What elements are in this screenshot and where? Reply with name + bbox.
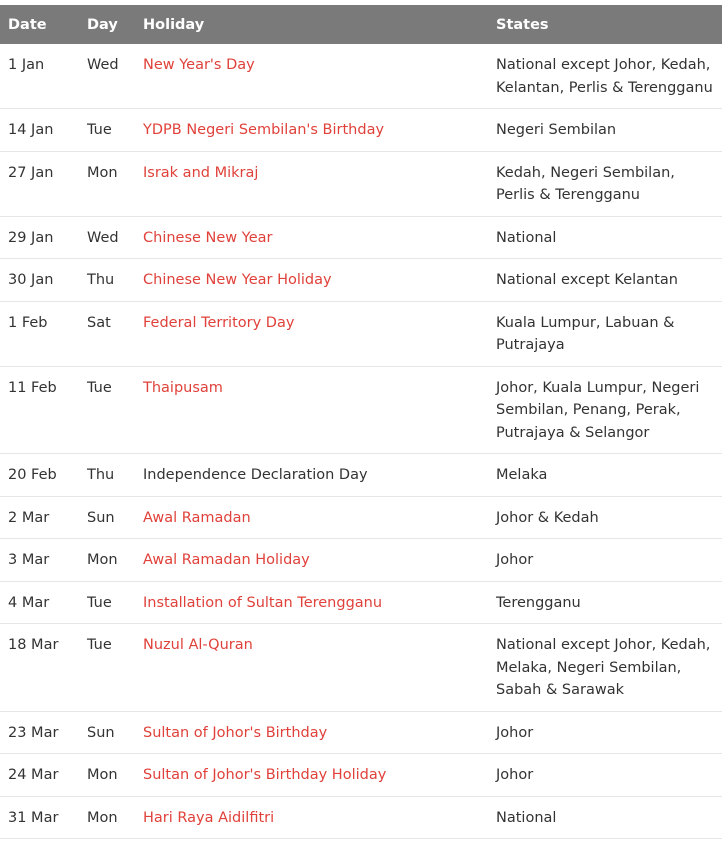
cell-states: National except Kelantan <box>488 259 722 302</box>
cell-holiday <box>135 754 488 797</box>
cell-states: Johor & Kedah <box>488 496 722 539</box>
cell-states: National except Johor, Kedah, Kelantan, Perlis & Terengganu <box>488 44 722 109</box>
holiday-link[interactable]: Chinese New Year <box>143 229 273 246</box>
header-row <box>0 5 722 44</box>
cell-day: Mon <box>79 754 135 797</box>
cell-holiday <box>135 259 488 302</box>
cell-day: Tue <box>79 624 135 712</box>
holiday-link[interactable]: Sultan of Johor's Birthday <box>143 724 328 741</box>
table-header <box>0 5 722 44</box>
cell-date: 14 Jan <box>0 109 79 152</box>
cell-states: Terengganu <box>488 581 722 624</box>
cell-day: Thu <box>79 259 135 302</box>
cell-holiday <box>135 796 488 839</box>
table-row <box>0 496 722 539</box>
cell-states: Johor, Kuala Lumpur, Negeri Sembilan, Penang, Perak, Putrajaya & Selangor <box>488 366 722 454</box>
header-date: Date <box>8 16 47 33</box>
holiday-link[interactable]: New Year's Day <box>143 57 255 73</box>
cell-day: Mon <box>79 539 135 582</box>
cell-holiday <box>135 301 488 366</box>
cell-date: 4 Mar <box>0 581 79 624</box>
header-holiday: Holiday <box>143 16 205 33</box>
cell-date: 27 Jan <box>0 151 79 216</box>
cell-date: 20 Feb <box>0 454 79 497</box>
table-row <box>0 711 722 754</box>
cell-holiday <box>135 151 488 216</box>
holiday-link[interactable]: Federal Territory Day <box>143 314 295 331</box>
holiday-link[interactable]: Hari Raya Aidilfitri <box>143 809 275 826</box>
cell-date: 1 Jan <box>0 44 79 109</box>
cell-date: 2 Mar <box>0 496 79 539</box>
table-body <box>0 44 722 839</box>
cell-day: Wed <box>79 216 135 259</box>
cell-date: 11 Feb <box>0 366 79 454</box>
cell-date: 3 Mar <box>0 539 79 582</box>
cell-holiday <box>135 539 488 582</box>
cell-states: Kuala Lumpur, Labuan & Putrajaya <box>488 301 722 366</box>
cell-day: Sun <box>79 711 135 754</box>
cell-day: Thu <box>79 454 135 497</box>
holiday-link[interactable]: Israk and Mikraj <box>143 164 259 181</box>
cell-day: Sat <box>79 301 135 366</box>
cell-day: Mon <box>79 151 135 216</box>
holiday-name: Independence Declaration Day <box>143 467 368 483</box>
table-row <box>0 151 722 216</box>
cell-holiday <box>135 496 488 539</box>
cell-states: Johor <box>488 754 722 797</box>
table-row <box>0 624 722 712</box>
holiday-link[interactable]: Thaipusam <box>143 379 223 396</box>
cell-day: Mon <box>79 796 135 839</box>
header-day: Day <box>87 16 118 33</box>
holiday-link[interactable]: Awal Ramadan Holiday <box>143 552 310 568</box>
holiday-table <box>0 5 722 839</box>
cell-states: Melaka <box>488 454 722 497</box>
table-row <box>0 216 722 259</box>
table-row <box>0 109 722 152</box>
cell-states: National <box>488 216 722 259</box>
cell-date: 1 Feb <box>0 301 79 366</box>
table-row <box>0 301 722 366</box>
cell-holiday <box>135 711 488 754</box>
cell-states: Negeri Sembilan <box>488 109 722 152</box>
holiday-link[interactable]: YDPB Negeri Sembilan's Birthday <box>143 122 385 138</box>
cell-date: 23 Mar <box>0 711 79 754</box>
table-row <box>0 259 722 302</box>
cell-day: Tue <box>79 581 135 624</box>
holiday-link[interactable]: Awal Ramadan <box>143 509 251 526</box>
holiday-link[interactable]: Chinese New Year Holiday <box>143 272 332 288</box>
table-row <box>0 581 722 624</box>
holiday-link[interactable]: Nuzul Al-Quran <box>143 637 253 653</box>
cell-holiday <box>135 581 488 624</box>
header-states: States <box>496 16 549 33</box>
cell-holiday <box>135 454 488 497</box>
cell-holiday <box>135 624 488 712</box>
cell-states: Kedah, Negeri Sembilan, Perlis & Terengganu <box>488 151 722 216</box>
table-row <box>0 366 722 454</box>
table-row <box>0 539 722 582</box>
cell-holiday <box>135 366 488 454</box>
cell-states: National except Johor, Kedah, Melaka, Negeri Sembilan, Sabah & Sarawak <box>488 624 722 712</box>
table-row <box>0 754 722 797</box>
cell-states: Johor <box>488 711 722 754</box>
cell-date: 30 Jan <box>0 259 79 302</box>
cell-holiday <box>135 216 488 259</box>
cell-states: Johor <box>488 539 722 582</box>
table-row <box>0 454 722 497</box>
cell-states: National <box>488 796 722 839</box>
cell-day: Wed <box>79 44 135 109</box>
table-row <box>0 44 722 109</box>
holiday-link[interactable]: Installation of Sultan Terengganu <box>143 594 383 611</box>
cell-date: 31 Mar <box>0 796 79 839</box>
cell-day: Tue <box>79 109 135 152</box>
cell-day: Sun <box>79 496 135 539</box>
cell-holiday <box>135 109 488 152</box>
table-row <box>0 796 722 839</box>
cell-date: 24 Mar <box>0 754 79 797</box>
cell-date: 29 Jan <box>0 216 79 259</box>
cell-holiday <box>135 44 488 109</box>
cell-day: Tue <box>79 366 135 454</box>
holiday-link[interactable]: Sultan of Johor's Birthday Holiday <box>143 767 387 783</box>
cell-date: 18 Mar <box>0 624 79 712</box>
